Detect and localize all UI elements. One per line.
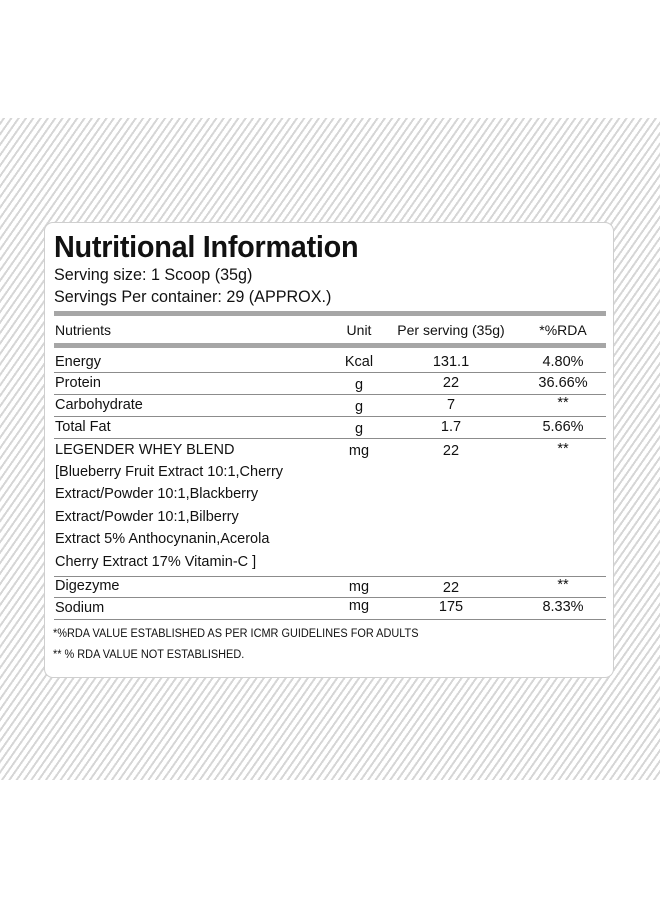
nutrient-per-serving: 22 xyxy=(442,375,460,391)
nutrient-unit: g xyxy=(354,377,364,393)
nutrient-name: LEGENDER WHEY BLEND xyxy=(55,442,235,458)
footnote-rda-not-established: ** % RDA VALUE NOT ESTABLISHED. xyxy=(53,649,245,661)
header-per-serving: Per serving (35g) xyxy=(397,322,505,338)
servings-per-container: Servings Per container: 29 (APPROX.) xyxy=(54,287,332,306)
blend-description-line: Extract 5% Anthocynanin,Acerola xyxy=(55,531,270,547)
blend-description-line: Extract/Powder 10:1,Blackberry xyxy=(55,486,259,502)
nutrient-unit: mg xyxy=(348,579,370,595)
footnote-rda-established: *%RDA VALUE ESTABLISHED AS PER ICMR GUIDELINES FOR ADULTS xyxy=(53,628,419,640)
nutrient-unit: Kcal xyxy=(344,354,374,370)
nutrient-per-serving: 22 xyxy=(442,443,460,459)
serving-size: Serving size: 1 Scoop (35g) xyxy=(54,265,253,284)
nutrient-rda: 36.66% xyxy=(538,375,588,391)
rule-header xyxy=(54,343,606,348)
header-unit: Unit xyxy=(346,322,372,338)
nutrient-per-serving: 131.1 xyxy=(432,354,470,370)
nutrient-rda: ** xyxy=(557,395,569,411)
blend-description-line: Cherry Extract 17% Vitamin-C ] xyxy=(55,554,257,570)
nutrient-unit: g xyxy=(354,421,364,437)
nutrient-rda: 5.66% xyxy=(542,419,584,435)
nutrient-name: Protein xyxy=(55,375,101,391)
nutrient-per-serving: 175 xyxy=(438,599,464,615)
header-rda: *%RDA xyxy=(539,322,587,338)
row-divider xyxy=(54,372,606,373)
nutrition-label-card xyxy=(44,222,614,678)
rule-top xyxy=(54,311,606,316)
nutrient-per-serving: 1.7 xyxy=(440,419,462,435)
nutrient-name: Energy xyxy=(55,354,101,370)
nutrient-unit: mg xyxy=(348,598,370,614)
nutrient-unit: mg xyxy=(348,443,370,459)
nutrient-name: Total Fat xyxy=(55,419,111,435)
nutrient-rda: 4.80% xyxy=(542,354,584,370)
row-divider xyxy=(54,438,606,439)
nutrient-per-serving: 7 xyxy=(446,397,456,413)
nutrient-name: Sodium xyxy=(55,600,105,616)
nutrient-name: Carbohydrate xyxy=(55,397,143,413)
rule-bottom xyxy=(54,619,606,620)
row-divider xyxy=(54,416,606,417)
nutrient-rda: ** xyxy=(557,577,569,593)
nutrient-unit: g xyxy=(354,399,364,415)
header-nutrients: Nutrients xyxy=(55,322,112,338)
label-title: Nutritional Information xyxy=(54,229,359,264)
blend-description-line: [Blueberry Fruit Extract 10:1,Cherry xyxy=(55,464,284,480)
blend-description-line: Extract/Powder 10:1,Bilberry xyxy=(55,509,239,525)
nutrient-per-serving: 22 xyxy=(442,580,460,596)
nutrient-rda: 8.33% xyxy=(542,599,584,615)
nutrient-rda: ** xyxy=(557,441,569,457)
nutrient-name: Digezyme xyxy=(55,578,120,594)
